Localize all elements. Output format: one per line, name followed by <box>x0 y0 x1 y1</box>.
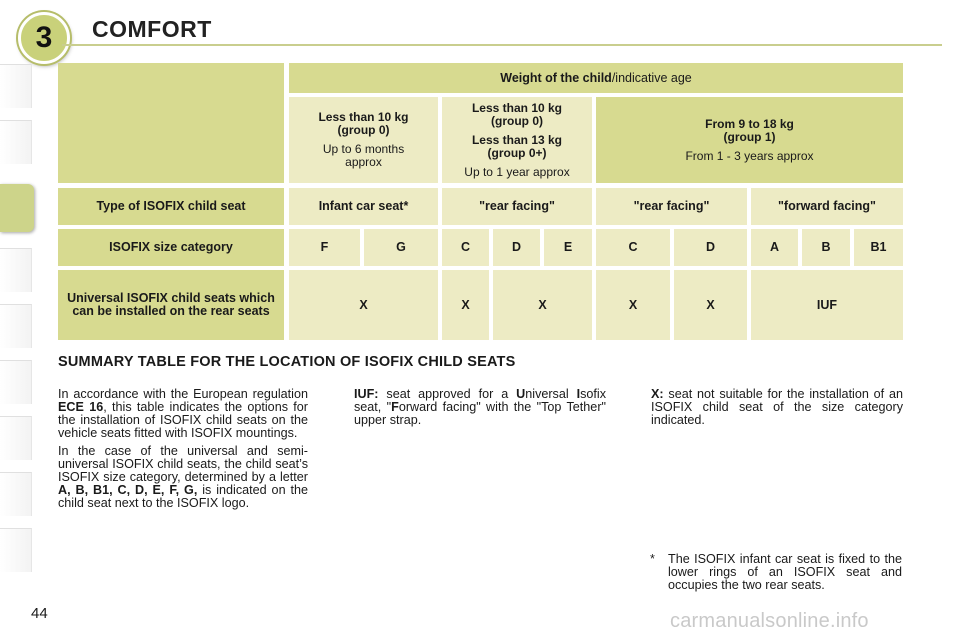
size-cell-B1: B1 <box>854 229 903 266</box>
seat-type-forward-facing: "forward facing" <box>751 188 903 225</box>
seat-type-label: Type of ISOFIX child seat <box>58 188 284 225</box>
group-0-title: Less than 10 kg <box>318 110 409 124</box>
chapter-title: COMFORT <box>92 16 212 42</box>
group-0-age: Up to 6 months approx <box>322 142 405 169</box>
iuf-definition: IUF: seat approved for a Universal Isofix seat, "Forward facing" with the "Top Tether" upper strap. <box>354 387 606 427</box>
universal-cell-FG: X <box>289 270 438 340</box>
page-number: 44 <box>31 605 48 622</box>
size-cell-C-1: C <box>442 229 489 266</box>
side-tab-7[interactable] <box>0 416 32 460</box>
footnote-star: * <box>650 552 655 566</box>
size-cell-A: A <box>751 229 798 266</box>
group-0plus-sub-b: (group 0+) <box>487 145 547 160</box>
group-1-sub: (group 1) <box>723 129 776 144</box>
seat-type-infant: Infant car seat* <box>289 188 438 225</box>
size-cell-D-2: D <box>674 229 747 266</box>
col1-paragraph-1: In accordance with the European regulation ECE 16, this table indicates the options for the installation of ISOFIX child seats on the vehicle seats fitted with ISOFIX mountings. <box>58 387 308 440</box>
side-chapter-tabs <box>0 64 32 578</box>
size-cell-C-2: C <box>596 229 670 266</box>
footnote <box>650 553 902 592</box>
group-0plus-title-b: Less than 13 kg <box>471 132 563 147</box>
weight-header-rest: /indicative age <box>611 70 692 85</box>
watermark: carmanualsonline.info <box>670 610 869 632</box>
universal-cell-C2: X <box>596 270 670 340</box>
size-cell-G: G <box>364 229 438 266</box>
universal-cell-forward: IUF <box>751 270 903 340</box>
side-tab-2[interactable] <box>0 120 32 164</box>
summary-title: SUMMARY TABLE FOR THE LOCATION OF ISOFIX CHILD SEATS <box>58 354 516 370</box>
side-tab-9[interactable] <box>0 528 32 572</box>
size-cell-B: B <box>802 229 850 266</box>
side-tab-3-active[interactable] <box>0 184 34 232</box>
side-tab-5[interactable] <box>0 304 32 348</box>
side-tab-8[interactable] <box>0 472 32 516</box>
table-corner <box>58 63 284 183</box>
size-cell-D-1: D <box>493 229 540 266</box>
group-cell-1 <box>596 97 903 183</box>
side-tab-1[interactable] <box>0 64 32 108</box>
weight-header <box>289 63 903 93</box>
group-1-age: From 1 - 3 years approx <box>685 148 814 163</box>
text-column-3 <box>651 388 903 432</box>
header-rule <box>62 44 942 46</box>
seat-type-rear-facing-1: "rear facing" <box>442 188 592 225</box>
side-tab-4[interactable] <box>0 248 32 292</box>
footnote-text: The ISOFIX infant car seat is fixed to the lower rings of an ISOFIX seat and occupies the two rear seats. <box>668 552 902 592</box>
size-category-label: ISOFIX size category <box>58 229 284 266</box>
group-1-title: From 9 to 18 kg <box>705 116 794 131</box>
text-column-1 <box>58 388 308 515</box>
size-cell-E: E <box>544 229 592 266</box>
universal-cell-DE: X <box>493 270 592 340</box>
group-0plus-title-a: Less than 10 kg <box>471 100 563 115</box>
weight-header-bold: Weight of the child <box>500 70 612 85</box>
chapter-number-badge: 3 <box>18 12 70 64</box>
seat-type-rear-facing-2: "rear facing" <box>596 188 747 225</box>
group-0plus-sub-a: (group 0) <box>491 113 543 128</box>
text-column-2 <box>354 388 606 432</box>
size-cell-F: F <box>289 229 360 266</box>
group-0-sub: (group 0) <box>337 123 390 137</box>
universal-cell-D2: X <box>674 270 747 340</box>
x-definition: X: seat not suitable for the installation of an ISOFIX child seat of the size category indicated. <box>651 387 903 427</box>
side-tab-6[interactable] <box>0 360 32 404</box>
group-cell-0 <box>289 97 438 183</box>
group-0plus-age: Up to 1 year approx <box>464 164 570 179</box>
col1-paragraph-2: In the case of the universal and semi-universal ISOFIX child seats, the child seat’s ISOFIX size category, determined by a letter A, B, B1, C, D, E, F, G, is indicated on the child seat next to the ISOFIX logo. <box>58 444 308 510</box>
universal-cell-C: X <box>442 270 489 340</box>
group-cell-0plus <box>442 97 592 183</box>
universal-row-label: Universal ISOFIX child seats which can be installed on the rear seats <box>58 270 284 340</box>
